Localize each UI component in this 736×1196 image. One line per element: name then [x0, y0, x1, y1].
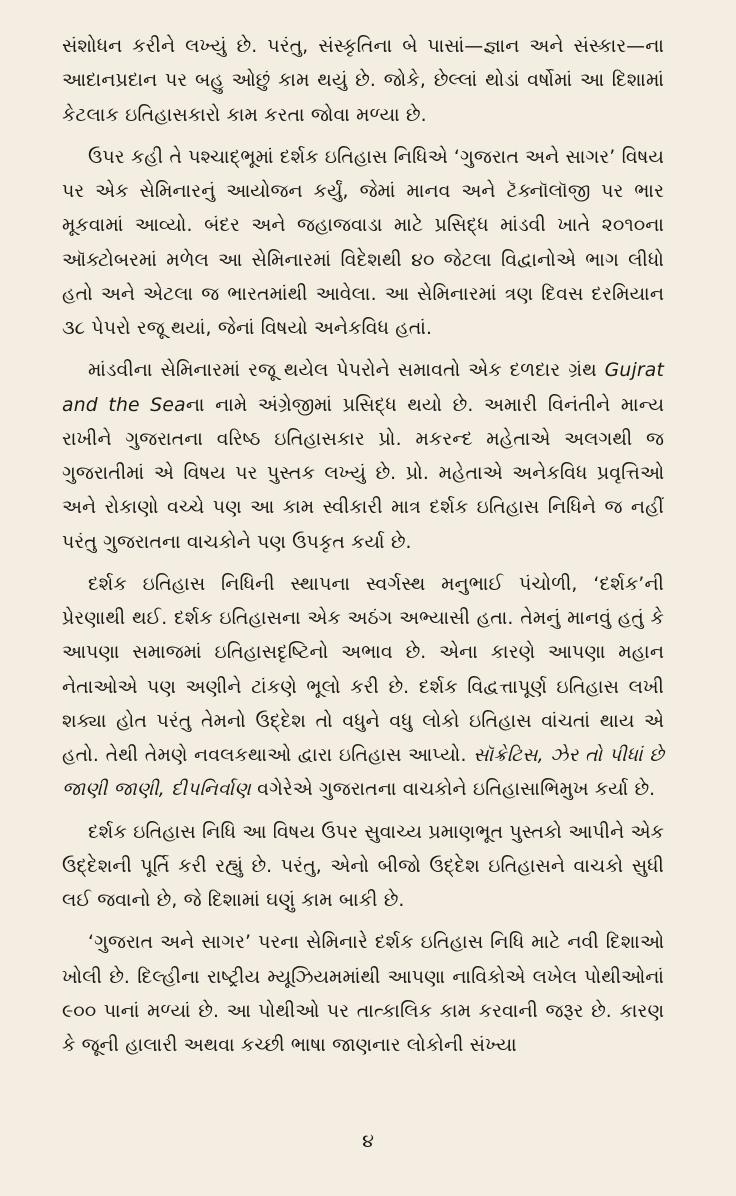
paragraph-4-text-a: દર્શક ઇતિહાસ નિધિની સ્થાપના સ્વર્ગસ્થ મનુભાઈ પંચોળી, ‘દર્શક’ની પ્રેરણાથી થઈ. દર્શક ઇતિહાસના એક અઠંગ અભ્યાસી હતા. તેમનું માનવું હતું કે આપણા સમાજમાં ઇતિહાસદૃષ્ટિનો અભાવ છે. એના કારણે આપણા મહાન નેતાઓએ પણ અણીને ટાંકણે ભૂલો કરી છે. દર્શક વિદ્વત્તાપૂર્ણ ઇતિહાસ લખી શક્યા હોત પરંતુ તેમનો ઉદ્દેશ તો વધુને વધુ લોકો ઇતિહાસ વાંચતાં થાય એ હતો. તેથી તેમણે નવલકથાઓ દ્વારા ઇતિહાસ આપ્યો.	[62, 573, 664, 766]
novel-titles: સૉક્રેટિસ, ઝેર તો પીધાં છે જાણી જાણી, દીપનિર્વાણ	[62, 745, 664, 801]
page-number: ૪	[362, 1130, 374, 1152]
paragraph-5	[62, 816, 664, 919]
paragraph-3-text-b: ના નામે અંગ્રેજીમાં પ્રસિદ્ધ થયો છે. અમારી વિનંતીને માન્ય રાખીને ગુજરાતના વરિષ્ઠ ઇતિહાસકાર પ્રો. મકરન્દ મહેતાએ અલગથી જ ગુજરાતીમાં એ વિષય પર પુસ્તક લખ્યું છે. પ્રો. મહેતાએ અનેકવિધ પ્રવૃત્તિઓ અને રોકાણો વચ્ચે પણ આ કામ સ્વીકારી માત્ર દર્શક ઇતિહાસ નિધિને જ નહીં પરંતુ ગુજરાતના વાચકોને પણ ઉપકૃત કર્યા છે.	[62, 394, 664, 553]
paragraph-3	[62, 354, 664, 560]
paragraph-2	[62, 141, 664, 347]
paragraph-4-text-b: વગેરેએ ગુજરાતના વાચકોને ઇતિહાસાભિમુખ કર્યા છે.	[250, 779, 656, 801]
book-title-english: Gujrat and the Sea	[62, 360, 664, 416]
paragraph-2-text: ઉપર કહી તે પશ્ચાદ્ભૂમાં દર્શક ઇતિહાસ નિધિએ ‘ગુજરાત અને સાગર’ વિષય પર એક સેમિનારનું આયોજન કર્યું, જેમાં માનવ અને ટૅક્નૉલૉજી પર ભાર મૂકવામાં આવ્યો. બંદર અને જહાજવાડા માટે પ્રસિદ્ધ માંડવી ખાતે ૨૦૧૦ના ઑક્ટોબરમાં મળેલ આ સેમિનારમાં વિદેશથી ૪૦ જેટલા વિદ્વાનોએ ભાગ લીધો હતો અને એટલા જ ભારતમાંથી આવેલા. આ સેમિનારમાં ત્રણ દિવસ દરમિયાન ૩૮ પેપરો રજૂ થયાં, જેનાં વિષયો અનેકવિધ હતાં.	[62, 146, 664, 339]
paragraph-3-text-a: માંડવીના સેમિનારમાં રજૂ થયેલ પેપરોને સમાવતો એક દળદાર ગ્રંથ	[88, 360, 605, 382]
paragraph-4	[62, 568, 664, 808]
body-text	[62, 30, 664, 1063]
paragraph-5-text: દર્શક ઇતિહાસ નિધિ આ વિષય ઉપર સુવાચ્ય પ્રમાણભૂત પુસ્તકો આપીને એક ઉદ્દેશની પૂર્તિ કરી રહ્યું છે. પરંતુ, એનો બીજો ઉદ્દેશ ઇતિહાસને વાચકો સુધી લઈ જવાનો છે, જે દિશામાં ઘણું કામ બાકી છે.	[62, 821, 664, 911]
paragraph-6-text: ‘ગુજરાત અને સાગર’ પરના સેમિનારે દર્શક ઇતિહાસ નિધિ માટે નવી દિશાઓ ખોલી છે. દિલ્હીના રાષ્ટ્રીય મ્યૂઝિયમમાંથી આપણા નાવિકોએ લખેલ પોથીઓનાં ૯૦૦ પાનાં મળ્યાં છે. આ પોથીઓ પર તાત્કાલિક કામ કરવાની જરૂર છે. કારણ કે જૂની હાલારી અથવા કચ્છી ભાષા જાણનાર લોકોની સંખ્યા	[62, 932, 664, 1056]
paragraph-6	[62, 926, 664, 1063]
paragraph-1-text: સંશોધન કરીને લખ્યું છે. પરંતુ, સંસ્કૃતિના બે પાસાં—જ્ઞાન અને સંસ્કાર—ના આદાનપ્રદાન પર બહુ ઓછું કામ થયું છે. જોકે, છેલ્લાં થોડાં વર્ષોમાં આ દિશામાં કેટલાક ઇતિહાસકારો કામ કરતા જોવા મળ્યા છે.	[62, 36, 664, 126]
paragraph-1	[62, 30, 664, 133]
